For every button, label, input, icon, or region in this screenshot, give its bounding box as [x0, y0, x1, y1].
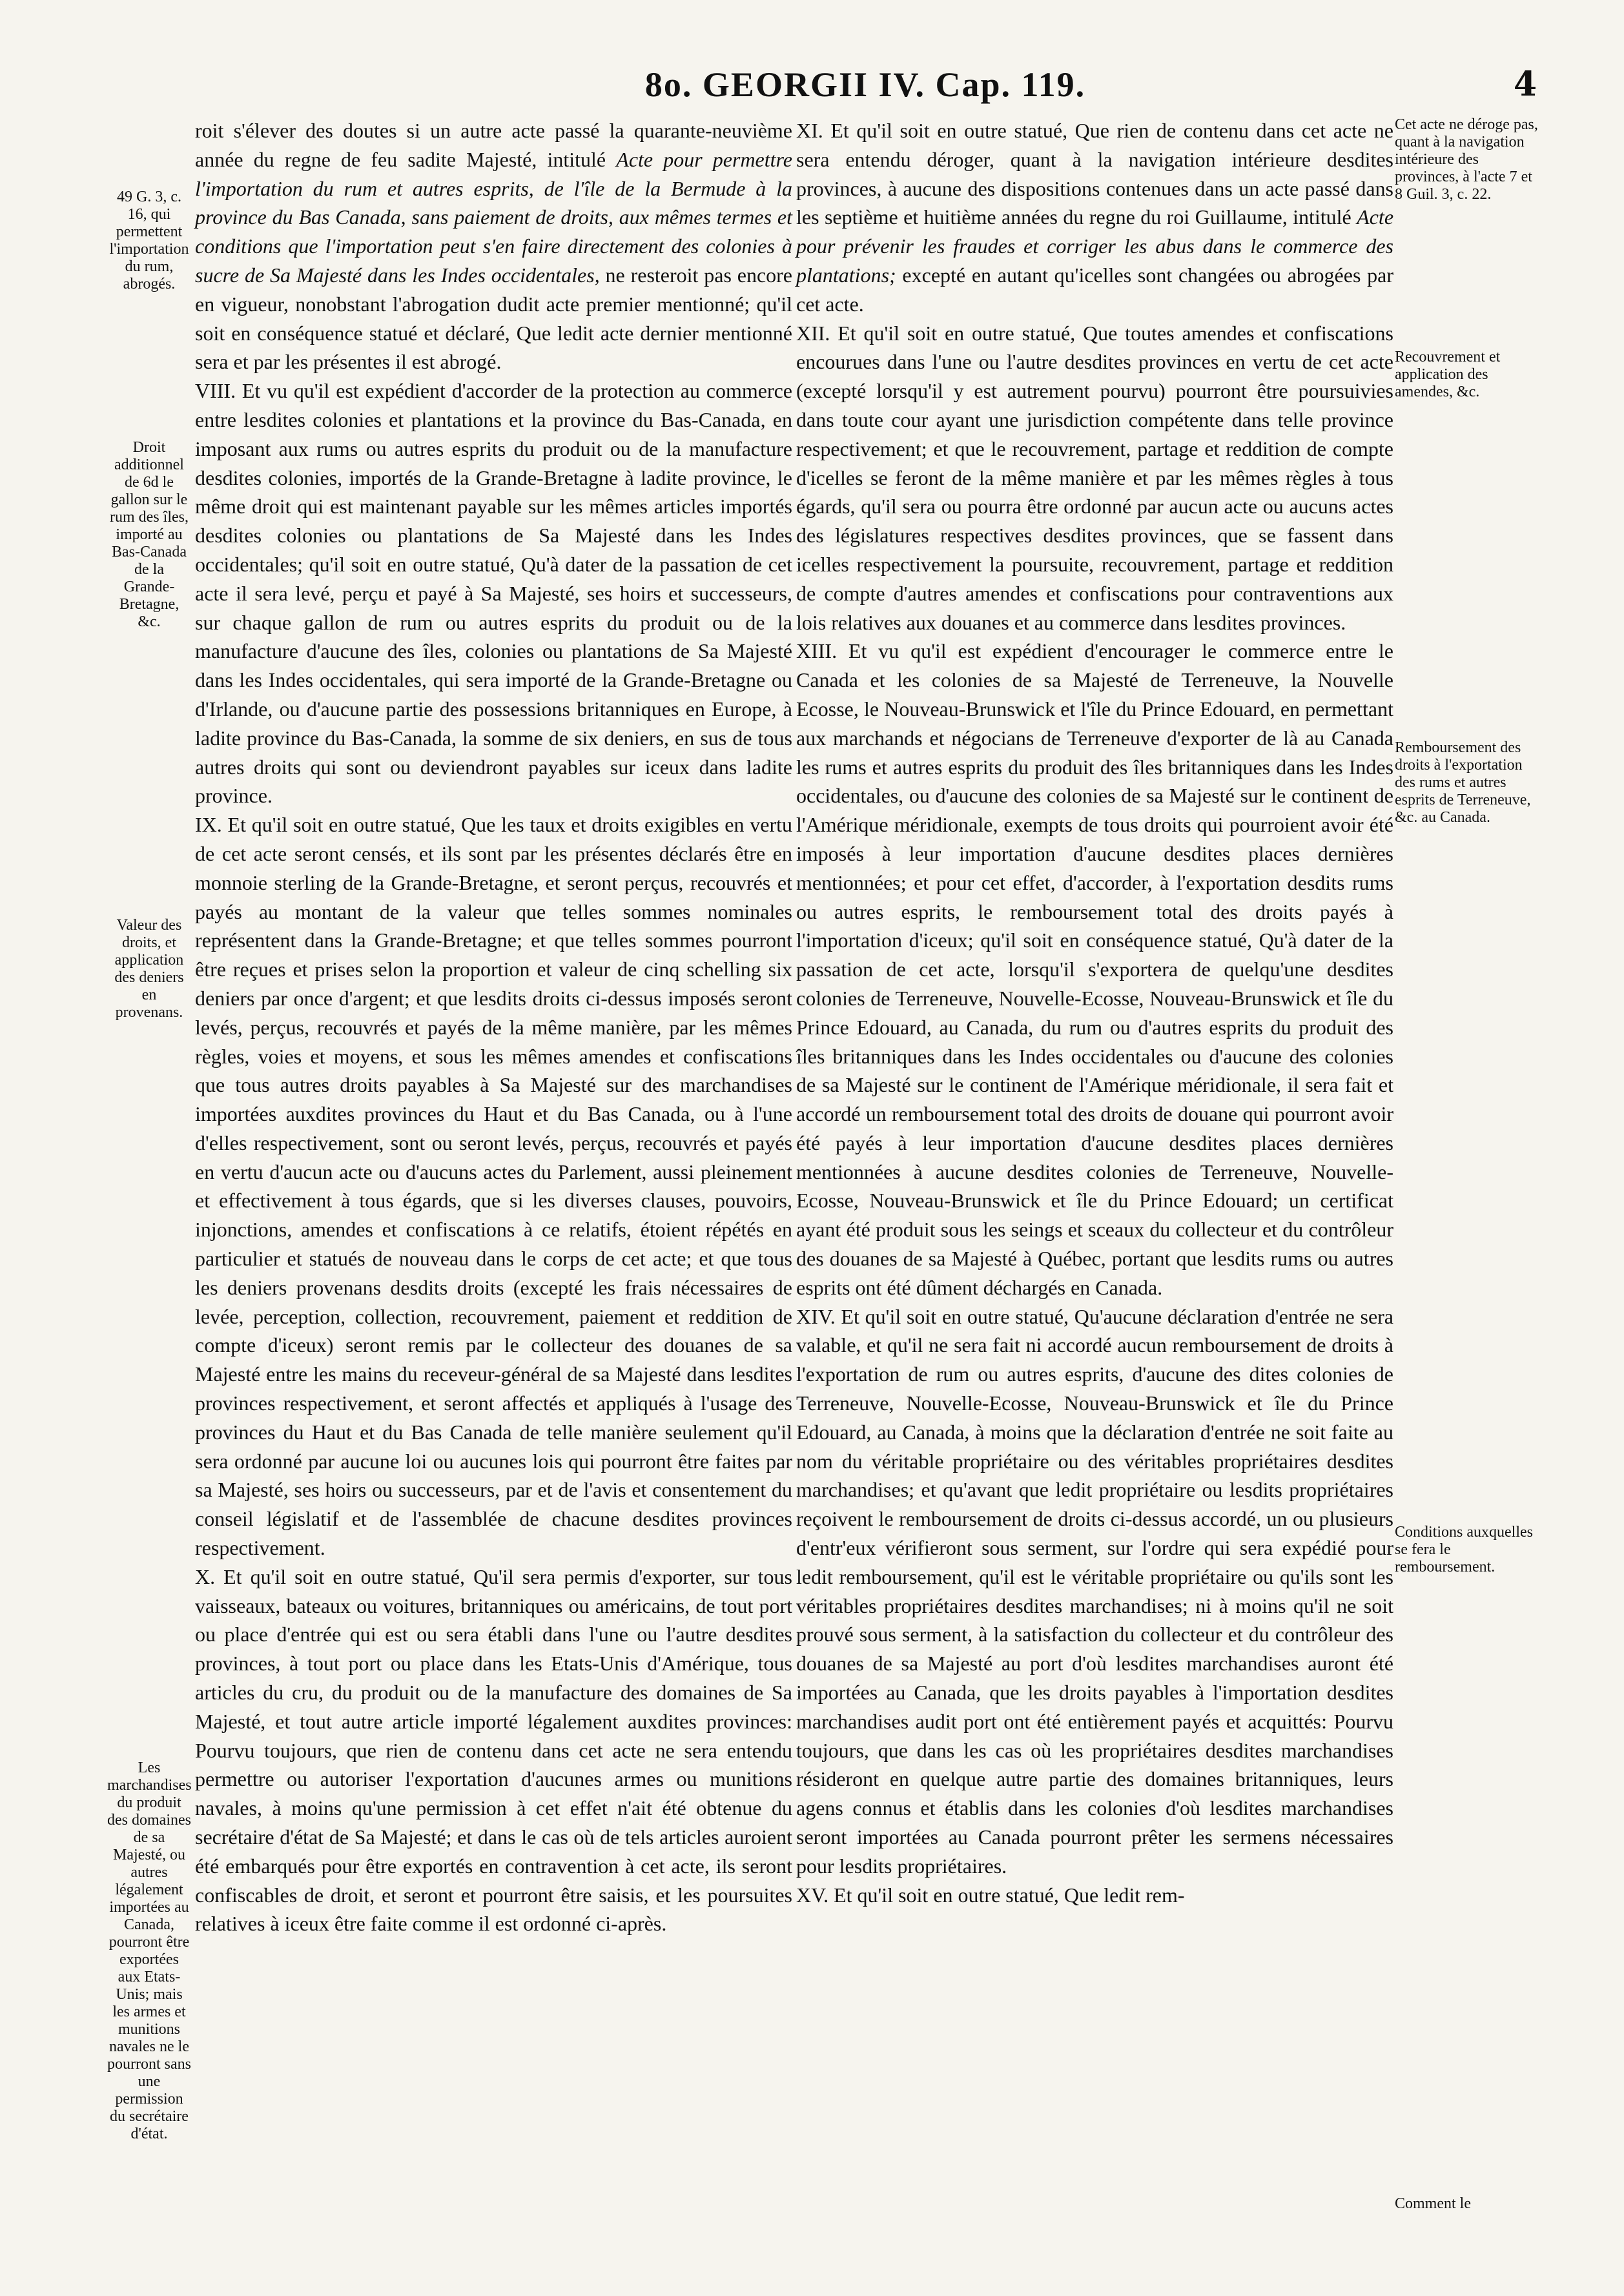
text-run: excepté en autant qu'icelles sont changées ou abrogées par cet acte.	[796, 263, 1394, 316]
act-title-italic: Acte pour prévenir les fraudes et corriger les abus dans le commerce des plantations;	[796, 205, 1394, 287]
text-run: XI. Et qu'il soit en outre statué, Que rien de contenu dans cet acte ne sera entendu déroger, quant à la navigation intérieure desdites provinces, à aucune des dispositions contenues dans un acte passé dans les septième et huitième années du regne du roi Guillaume, intitulé	[796, 119, 1393, 229]
section-xiii: XIII. Et vu qu'il est expédient d'encourager le commerce entre le Canada et les colonies de sa Majesté de Terreneuve, la Nouvelle Ecosse, le Nouveau-Brunswick et l'île du Prince Edouard, en permettant aux marchands et négocians de Terreneuve d'exporter de là au Canada les rums et autres esprits du produit des îles britanniques dans les Indes occidentales, ou d'aucune des colonies de sa Majesté sur le continent de l'Amérique méridionale, exempts de tous droits qui pourroient avoir été imposés à leur importation d'aucune desdites places dernières mentionnées; et pour cet effet, d'accorder, à l'exportation desdits rums ou autres esprits, le remboursement total des droits payés à l'importation d'iceux; qu'il soit en conséquence statué, Qu'à dater de la passation de cet acte, lorsqu'il s'exportera de quelqu'une desdites colonies de Terreneuve, Nouvelle-Ecosse, Nouveau-Brunswick et île du Prince Edouard, au Canada, du rum ou d'autres esprits du produit des îles britanniques dans les Indes occidentales ou d'aucune des colonies de sa Majesté sur le continent de l'Amérique méridionale, il sera fait et accordé un remboursement total des droits de douane qui pourront avoir été payés à leur importation d'aucune desdites places dernières mentionnées à aucune desdites colonies de Terreneuve, Nouvelle-Ecosse, Nouveau-Brunswick et île du Prince Edouard; un certificat ayant été produit sous les seings et sceaux du collecteur et du contrôleur des douanes de sa Majesté à Québec, portant que lesdits rums ou autres esprits ont été dûment déchargés en Canada.	[796, 639, 1393, 1299]
act-title-italic: Acte pour permettre l'importation du rum et autres esprits, de l'île de la Bermude à la province du Bas Canada, sans paiement de droits, aux mêmes termes et conditions que l'importation peut s'en faire directement des colonies à sucre de Sa Majesté dans les Indes occidentales,	[195, 147, 793, 287]
section-xv: XV. Et qu'il soit en outre statué, Que ledit rem-	[796, 1883, 1185, 1907]
margin-note-right-4: Conditions auxquelles se fera le remboursement.	[1395, 1524, 1533, 1575]
paragraph	[195, 116, 792, 376]
margin-note-left-2: Droit additionnel de 6d le gallon sur le rum des îles, importé au Bas-Canada de la Grande-Bretagne, &c.	[110, 439, 189, 630]
margin-note-right-1: Cet acte ne déroge pas, quant à la navigation intérieure des provinces, à l'acte 7 et 8 Guil. 3, c. 22.	[1395, 116, 1538, 203]
running-header	[194, 65, 1537, 110]
margin-note-left-3: Valeur des droits, et application des deniers en provenans.	[114, 917, 184, 1021]
page-number: 4	[1513, 65, 1537, 104]
section-xii: XII. Et qu'il soit en outre statué, Que toutes amendes et confiscations encourues dans l'une ou l'autre desdites provinces en vertu de cet acte (excepté lorsqu'il y est autrement pourvu) pourront être poursuivies dans toute cour ayant une jurisdiction compétente dans telle province respectivement; et que le recouvrement, partage et reddition de compte d'icelles se feront de la même manière et par les mêmes règles à tous égards, qu'il sera ou pourra être ordonné par aucun acte ou aucuns actes des législatures respectives desdites provinces, que se fassent dans icelles respectivement la poursuite, recouvrement, partage et reddition de compte d'autres amendes et confiscations pour contraventions aux lois relatives aux douanes et au commerce dans lesdites provinces.	[796, 321, 1393, 634]
margin-note-right-2: Recouvrement et application des amendes, &c.	[1395, 349, 1501, 400]
margin-note-right-5: Comment le	[1395, 2195, 1471, 2212]
text-run: roit s'élever des doutes si un autre acte passé la quarante-neuvième année du regne de feu sadite Majesté, intitulé	[195, 119, 792, 171]
section-xiv: XIV. Et qu'il soit en outre statué, Qu'aucune déclaration d'entrée ne sera valable, et qu'il ne sera fait ni accordé aucun remboursement de droits à l'exportation de rum ou autres esprits, d'aucune des dites colonies de Terreneuve, Nouvelle-Ecosse, Nouveau-Brunswick et île du Prince Edouard, au Canada, à moins que la déclaration d'entrée ne soit faite au nom du véritable propriétaire ou des véritables propriétaires desdites marchandises; et qu'avant que ledit propriétaire ou lesdits propriétaires reçoivent le remboursement de droits ci-dessus accordé, un ou plusieurs d'entr'eux vérifieront sous serment, sur l'ordre qui sera expédié pour ledit remboursement, qu'il est le véritable propriétaire ou qu'ils sont les véritables propriétaires desdites marchandises; ni à moins qu'il ne soit prouvé sous serment, à la satisfaction du collecteur et du contrôleur des douanes de sa Majesté au port d'où lesdites marchandises auront été importées au Canada, que les droits payables à l'importation desdites marchandises audit port ont été entièrement payés et acquittés: Pourvu toujours, que dans les cas où les propriétaires desdites marchandises résideront en quelque autre partie des domaines britanniques, leurs agens connus et établis dans les colonies d'où lesdites marchandises seront importées au Canada pourront prêter les sermens nécessaires pour lesdits propriétaires.	[796, 1304, 1393, 1878]
section-x: X. Et qu'il soit en outre statué, Qu'il sera permis d'exporter, sur tous vaisseaux, bateaux ou voitures, britanniques ou américains, de tout port ou place d'entrée qui est ou sera établi dans l'une ou l'autre desdites provinces, à tout port ou place dans les Etats-Unis d'Amérique, tous articles du cru, du produit ou de la manufacture des domaines de Sa Majesté, et tout autre article importé légalement auxdites provinces: Pourvu toujours, que rien de contenu dans cet acte ne sera entendu permettre ou autoriser l'exportation d'aucunes armes ou munitions navales, à moins qu'une permission à cet effet n'ait été obtenue du secrétaire d'état de Sa Majesté; et dans le cas où de tels articles auroient été embarqués pour être exportés en contravention à cet acte, ils seront confiscables de droit, et seront et pourront être saisis, et les poursuites relatives à iceux être faite comme il est ordonné ci-après.	[195, 1564, 792, 1936]
margin-note-left-1: 49 G. 3, c. 16, qui permettent l'importation du rum, abrogés.	[109, 189, 189, 292]
right-text-column	[796, 116, 1393, 1909]
text-run: ne resteroit pas encore en vigueur, nonobstant l'abrogation dudit acte premier mentionné; qu'il soit en conséquence statué et déclaré, Que ledit acte dernier mentionné sera et par les présentes il est abrogé.	[195, 263, 793, 374]
margin-note-left-4: Les marchandises du produit des domaines de sa Majesté, ou autres légalement importées au Canada, pourront être exportées aux Etats-Unis; mais les armes et munitions navales ne le pourront sans une permission du secrétaire d'état.	[107, 1759, 192, 2142]
section-viii: VIII. Et vu qu'il est expédient d'accorder de la protection au commerce entre lesdites colonies et plantations et la province du Bas-Canada, en imposant aux rums ou autres esprits du produit ou de la manufacture desdites colonies, importés de la Grande-Bretagne à ladite province, le même droit qui est maintenant payable sur les mêmes articles importés desdites colonies ou plantations de Sa Majesté dans les Indes occidentales; qu'il soit en outre statué, Qu'à dater de la passation de cet acte il sera levé, perçu et payé à Sa Majesté, ses hoirs et successeurs, sur chaque gallon de rum ou autres esprits du produit ou de la manufacture d'aucune des îles, colonies ou plantations de Sa Majesté dans les Indes occidentales, qui sera importé de la Grande-Bretagne ou d'Irlande, ou d'aucune partie des possessions britanniques en Europe, à ladite province du Bas-Canada, la somme de six deniers, en sus de tous autres droits qui sont ou deviendront payables sur iceux dans ladite province.	[195, 379, 792, 808]
section-xi	[796, 116, 1393, 319]
page-title: 8o. GEORGII IV. Cap. 119.	[644, 65, 1086, 104]
left-text-column	[195, 116, 792, 1938]
margin-note-right-3: Remboursement des droits à l'exportation des rums et autres esprits de Terreneuve, &c. au Canada.	[1395, 739, 1531, 826]
section-ix: IX. Et qu'il soit en outre statué, Que les taux et droits exigibles en vertu de cet acte seront censés, et ils sont par les présentes déclarés être en monnoie sterling de la Grande-Bretagne, et seront perçus, recouvrés et payés au montant de la valeur que telles sommes nominales représentent dans la Grande-Bretagne; et que telles sommes pourront être reçues et prises selon la proportion et valeur de cinq schelling six deniers par once d'argent; et que lesdits droits ci-dessus imposés seront levés, perçus, recouvrés et payés de la même manière, par les mêmes règles, voies et moyens, et sous les mêmes amendes et confiscations que tous autres droits payables à Sa Majesté sur des marchandises importées auxdites provinces du Haut et du Bas Canada, ou à l'une d'elles respectivement, sont ou seront levés, perçus, recouvrés et payés en vertu d'aucun acte ou d'aucuns actes du Parlement, aussi pleinement et effectivement à tous égards, que si les diverses clauses, pouvoirs, injonctions, amendes et confiscations à ce relatifs, étoient répétés en particulier et statués de nouveau dans le corps de cet acte; et que tous les deniers provenans desdits droits (excepté les frais nécessaires de levée, perception, collection, recouvrement, paiement et reddition de compte d'iceux) seront remis par le collecteur des douanes de sa Majesté entre les mains du receveur-général de sa Majesté dans lesdites provinces respectivement, et seront affectés et appliqués à l'usage des provinces du Haut et du Bas Canada de telle manière seulement qu'il sera ordonné par aucune loi ou aucunes lois qui pourront être faites par sa Majesté, ses hoirs ou successeurs, par et de l'avis et consentement du conseil législatif et de l'assemblée de chacune desdites provinces respectivement.	[195, 813, 792, 1560]
